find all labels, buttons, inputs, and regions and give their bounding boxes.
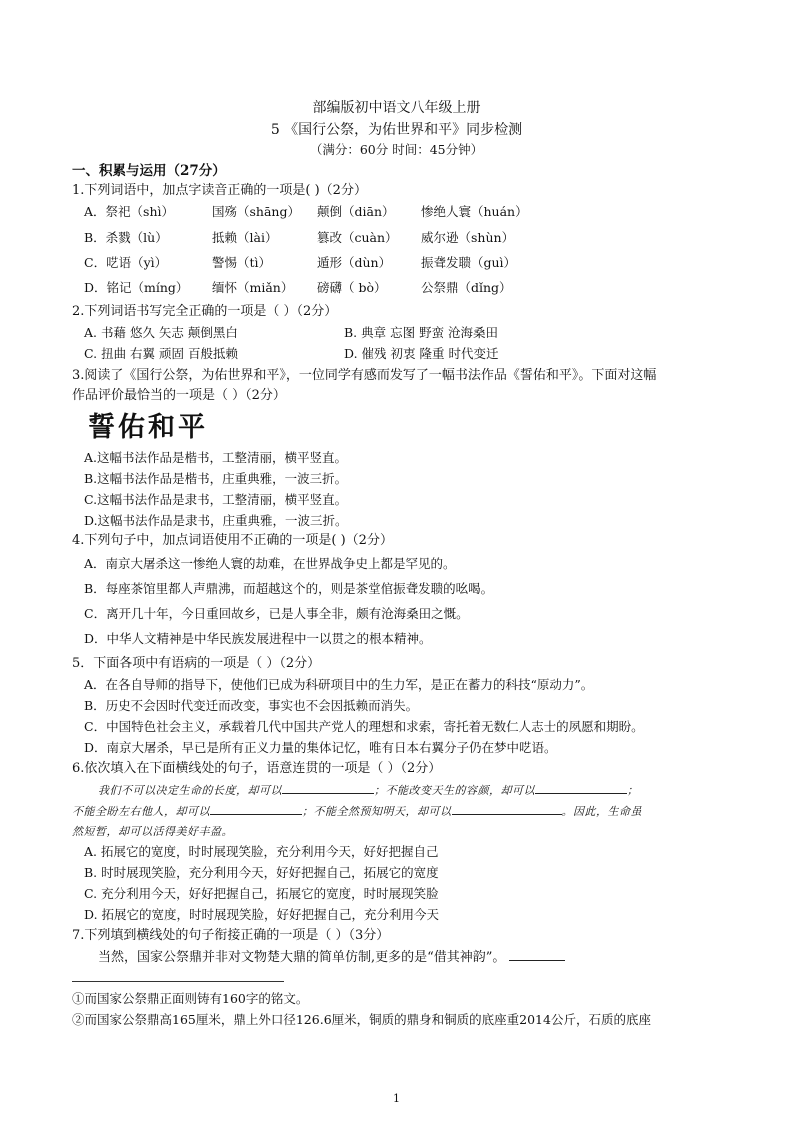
q1-a-4: 惨绝人寰（huán）	[421, 204, 528, 219]
question-5-stem: 5．下面各项中有语病的一项是（ ）（2分）	[72, 656, 321, 671]
q2-option-b: B. 典章 忘图 野蛮 沧海桑田	[344, 325, 499, 340]
q1-a-1: A．祭祀（shì）	[84, 204, 174, 219]
footnote-divider	[72, 981, 284, 982]
q4-option-b: B．每座茶馆里都人声鼎沸，而超越这个的，则是茶堂倌振聋发聩的吆喝。	[84, 581, 494, 596]
q7-fragment-2: ②而国家公祭鼎高165厘米，鼎上外口径126.6厘米，铜质的鼎身和铜质的底座重2014公斤，石质的底座	[72, 1012, 651, 1027]
q6-passage-line2: 不能全盼左右他人，却可以 ；不能全然预知明天，却可以 。因此，生命虽	[72, 802, 642, 821]
question-4-stem: 4.下列句子中，加点词语使用不正确的一项是( )（2分）	[72, 533, 393, 548]
q1-d-1: D．铭记（míng）	[84, 280, 189, 295]
q3-option-a: A.这幅书法作品是楷书，工整清丽，横平竖直。	[84, 450, 348, 465]
doc-title: 部编版初中语文八年级上册	[312, 100, 481, 116]
question-7-stem: 7.下列填到横线处的句子衔接正确的一项是（ ）（3分）	[72, 928, 390, 943]
question-2-stem: 2.下列词语书写完全正确的一项是（ ）（2分）	[72, 304, 338, 319]
q4-option-d: D．中华人文精神是中华民族发展进程中一以贯之的根本精神。	[84, 631, 432, 646]
q2-option-a: A. 书藉 悠久 矢志 颠倒黑白	[84, 325, 238, 340]
q3-option-c: C.这幅书法作品是隶书，工整清丽，横平竖直。	[84, 492, 348, 507]
q1-b-2: 抵赖（lài）	[212, 230, 278, 245]
q1-b-1: B．杀戮（lù）	[84, 230, 168, 245]
question-3-stem-line2: 作品评价最恰当的一项是（ ）（2分）	[72, 388, 286, 403]
q1-c-4: 振聋发聩（guì）	[421, 255, 517, 270]
q5-option-b: B．历史不会因时代变迁而改变，事实也不会因抵赖而消失。	[84, 698, 419, 713]
q1-c-2: 警惕（tì）	[212, 255, 272, 270]
q1-b-4: 威尔逊（shùn）	[421, 230, 515, 245]
q5-option-a: A．在各自导师的指导下，使他们已成为科研项目中的生力军，是正在蓄力的科技“原动力”。	[84, 677, 594, 692]
q1-d-4: 公祭鼎（dǐng）	[421, 280, 512, 295]
question-3-stem-line1: 3.阅读了《国行公祭，为佑世界和平》，一位同学有感而发写了一幅书法作品《誓佑和平》。下面对这幅	[72, 368, 657, 383]
q6-option-d: D. 拓展它的宽度，时时展现笑脸，好好把握自己，充分利用今天	[84, 907, 440, 922]
q2-option-c: C. 扭曲 右翼 顽固 百般抵赖	[84, 346, 238, 361]
question-1-stem: 1.下列词语中，加点字读音正确的一项是( )（2分）	[72, 183, 367, 198]
q2-option-d: D. 催残 初衷 隆重 时代变迁	[344, 346, 499, 361]
q7-fragment-1: ①而国家公祭鼎正面则铸有160字的铭文。	[72, 991, 309, 1006]
q1-d-3: 磅礴（ bò）	[317, 280, 387, 295]
q1-c-3: 遁形（dùn）	[317, 255, 392, 270]
q6-passage-line1: 我们不可以决定生命的长度，却可以 ；不能改变天生的容颜，却可以 ；	[98, 781, 639, 800]
q1-a-3: 颠倒（diān）	[317, 204, 395, 219]
q7-passage: 当然，国家公祭鼎并非对文物楚大鼎的简单仿制,更多的是“借其神韵”。	[98, 948, 565, 967]
q1-b-3: 篡改（cuàn）	[317, 230, 398, 245]
page-number: 1	[393, 1092, 400, 1105]
doc-meta: （满分：60分 时间：45分钟）	[309, 142, 484, 157]
q6-option-a: A. 拓展它的宽度，时时展现笑脸，充分利用今天，好好把握自己	[84, 844, 439, 859]
q6-passage-line3: 然短暂，却可以活得美好丰盈。	[72, 825, 233, 838]
q6-option-b: B. 时时展现笑脸，充分利用今天，好好把握自己，拓展它的宽度	[84, 865, 439, 880]
q5-option-c: C．中国特色社会主义，承载着几代中国共产党人的理想和求索，寄托着无数仁人志士的夙愿和期盼。	[84, 719, 644, 734]
q5-option-d: D．南京大屠杀，早已是所有正义力量的集体记忆，唯有日本右翼分子仍在梦中呓语。	[84, 740, 557, 755]
q4-option-a: A．南京大屠杀这一惨绝人寰的劫难，在世界战争史上都是罕见的。	[84, 556, 456, 571]
doc-subtitle: 5 《国行公祭，为佑世界和平》同步检测	[270, 122, 523, 138]
q4-option-c: C．离开几十年，今日重回故乡，已是人事全非，颇有沧海桑田之慨。	[84, 606, 469, 621]
calligraphy-image: 誓佑和平	[88, 412, 208, 443]
q1-d-2: 缅怀（miǎn）	[212, 280, 294, 295]
q3-option-d: D.这幅书法作品是隶书，庄重典雅，一波三折。	[84, 513, 348, 528]
section-heading: 一、积累与运用（27分）	[72, 163, 226, 179]
q1-a-2: 国殇（shāng）	[212, 204, 300, 219]
q3-option-b: B.这幅书法作品是楷书，庄重典雅，一波三折。	[84, 471, 348, 486]
question-6-stem: 6.依次填入在下面横线处的句子，语意连贯的一项是（ ）（2分）	[72, 761, 442, 776]
q6-option-c: C. 充分利用今天，好好把握自己，拓展它的宽度，时时展现笑脸	[84, 886, 439, 901]
q1-c-1: C．呓语（yì）	[84, 255, 168, 270]
